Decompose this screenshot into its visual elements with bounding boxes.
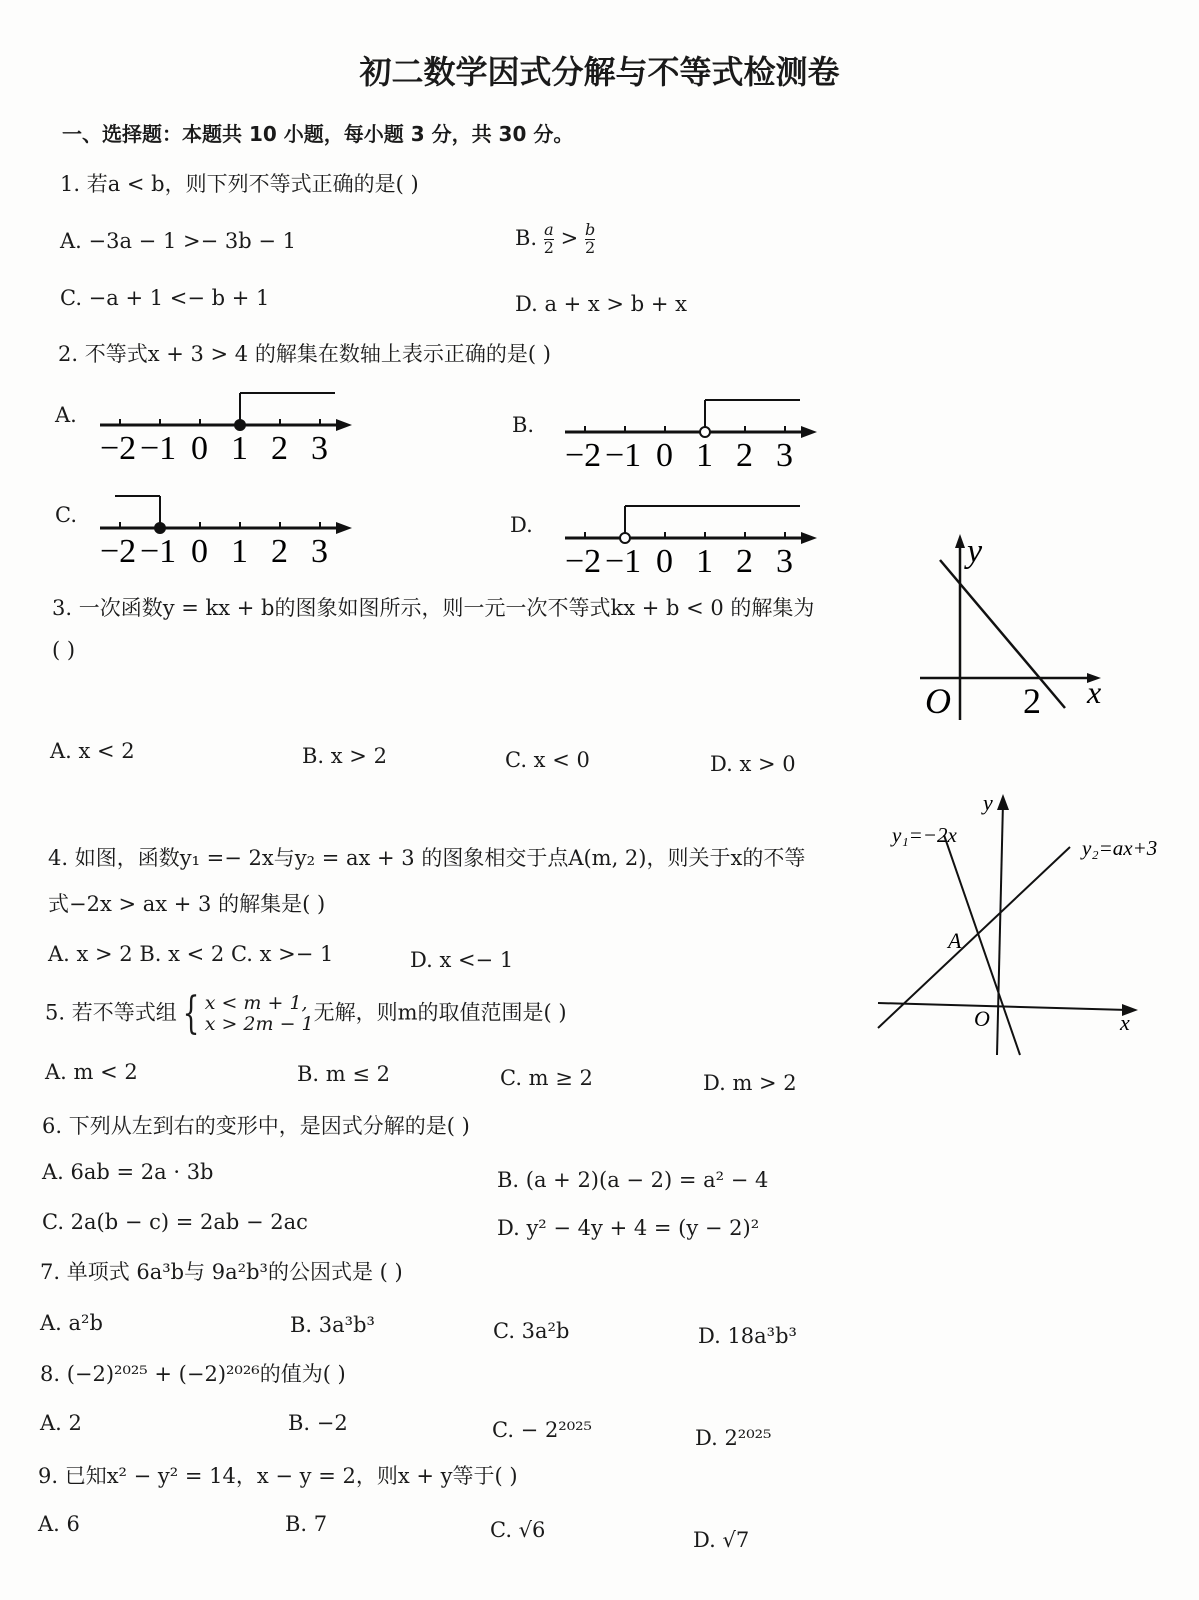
q9-option-b: B. 7: [285, 1512, 328, 1536]
closed-point: [235, 420, 245, 430]
tick-label: 1: [231, 533, 248, 570]
q9-option-d: D. √7: [693, 1528, 750, 1552]
q6-option-b: B. (a + 2)(a − 2) = a² − 4: [497, 1168, 769, 1192]
q6-stem: 6. 下列从左到右的变形中，是因式分解的是( ): [42, 1114, 470, 1138]
x-label: x: [1120, 1010, 1130, 1035]
tick-label: 0: [656, 543, 673, 580]
q2-number-line: [565, 498, 835, 578]
q1-option-d: D. a + x > b + x: [515, 292, 687, 316]
y-arrow-icon: [997, 794, 1009, 810]
q3-option-a: A. x < 2: [50, 739, 135, 763]
line-y2: [878, 847, 1070, 1028]
arrow-icon: [801, 426, 817, 438]
q7-option-d: D. 18a³b³: [698, 1324, 797, 1348]
closed-point: [155, 523, 165, 533]
tick-label: 3: [776, 437, 793, 474]
arrow-icon: [801, 532, 817, 544]
q4-graph: [870, 790, 1180, 1060]
q3-option-d: D. x > 0: [710, 752, 796, 776]
q8-option-a: A. 2: [40, 1411, 82, 1435]
q1-option-b: [515, 222, 595, 257]
q6-option-c: C. 2a(b − c) = 2ab − 2ac: [42, 1210, 308, 1234]
q5-option-b: B. m ≤ 2: [297, 1062, 391, 1086]
q9-option-c: C. √6: [490, 1518, 546, 1542]
inequality-2: x > 2m − 1: [204, 1013, 314, 1035]
option-label: B.: [515, 225, 538, 250]
q1-option-a: A. −3a − 1 >− 3b − 1: [60, 229, 296, 253]
open-point: [620, 533, 630, 543]
fraction: [544, 222, 554, 257]
tick-label: 3: [311, 430, 328, 467]
y-arrow-icon: [955, 534, 965, 548]
q2-option-label: C.: [55, 503, 77, 527]
q1-stem: 1. 若a < b，则下列不等式正确的是( ): [60, 172, 419, 196]
q7-option-a: A. a²b: [40, 1311, 103, 1335]
inequality-system: [177, 988, 314, 1039]
y-label: y: [983, 790, 993, 815]
arrow-icon: [336, 522, 352, 534]
q5-suffix: 无解，则m的取值范围是( ): [313, 1000, 567, 1025]
q8-option-b: B. −2: [288, 1411, 348, 1435]
q9-stem: 9. 已知x² − y² = 14，x − y = 2，则x + y等于( ): [38, 1464, 518, 1488]
y-label: y: [967, 533, 983, 570]
tick-label: 2: [736, 543, 753, 580]
q5-stem: [45, 988, 567, 1039]
tick-label: 0: [656, 437, 673, 474]
q2-option-label: B.: [512, 413, 535, 437]
tick-label: 0: [191, 533, 208, 570]
numerator: b: [584, 220, 596, 239]
q2-option-label: D.: [510, 513, 533, 537]
tick-label: −1: [140, 430, 177, 467]
operator: >: [560, 225, 579, 250]
tick-label: −2: [565, 437, 602, 474]
q2-stem: 2. 不等式x + 3 > 4 的解集在数轴上表示正确的是( ): [58, 342, 551, 366]
origin-label: O: [925, 681, 951, 721]
q2-option-label: A.: [55, 403, 77, 427]
tick-label: −2: [100, 533, 137, 570]
origin-label: O: [974, 1006, 990, 1031]
tick-label: 2: [736, 437, 753, 474]
section-header: 一、选择题：本题共 10 小题，每小题 3 分，共 30 分。: [62, 122, 574, 146]
tick-label: 2: [271, 430, 288, 467]
q7-option-b: B. 3a³b³: [290, 1313, 375, 1337]
q5-option-a: A. m < 2: [45, 1060, 138, 1084]
q6-option-d: D. y² − 4y + 4 = (y − 2)²: [497, 1216, 760, 1240]
fraction: [585, 222, 595, 257]
q9-option-a: A. 6: [38, 1512, 80, 1536]
brace-icon: {: [182, 988, 200, 1039]
x-label: x: [1087, 674, 1102, 710]
q3-graph: [915, 530, 1115, 725]
page-title: 初二数学因式分解与不等式检测卷: [359, 53, 840, 91]
numerator: a: [544, 220, 554, 239]
y2-label: y₂=ax+3: [1082, 836, 1158, 860]
open-point: [700, 427, 710, 437]
q2-number-line: [100, 385, 370, 465]
system-lines: [205, 993, 314, 1035]
q7-option-c: C. 3a²b: [493, 1319, 570, 1343]
q2-number-line: [565, 392, 835, 472]
q5-option-d: D. m > 2: [703, 1071, 797, 1095]
tick-label: −2: [565, 543, 602, 580]
tick-label: 2: [271, 533, 288, 570]
tick-label: −1: [605, 437, 642, 474]
q4-options-abc: A. x > 2 B. x < 2 C. x >− 1: [48, 942, 334, 966]
q5-prefix: 5. 若不等式组: [45, 1000, 177, 1025]
q8-option-d: D. 2²⁰²⁵: [695, 1426, 772, 1450]
q3-option-b: B. x > 2: [302, 744, 387, 768]
tick-label: 0: [191, 430, 208, 467]
x-intercept-label: 2: [1023, 681, 1041, 721]
tick-label: 1: [231, 430, 248, 467]
denominator: 2: [585, 237, 596, 257]
denominator: 2: [543, 237, 554, 257]
tick-label: 1: [696, 437, 713, 474]
q1-option-c: C. −a + 1 <− b + 1: [60, 286, 270, 310]
tick-label: 3: [776, 543, 793, 580]
q3-paren: ( ): [52, 638, 76, 662]
y-axis: [997, 802, 1003, 1055]
q6-option-a: A. 6ab = 2a · 3b: [42, 1160, 214, 1184]
q5-option-c: C. m ≥ 2: [500, 1066, 593, 1090]
tick-label: −2: [100, 430, 137, 467]
tick-label: 1: [696, 543, 713, 580]
q2-number-line: [100, 488, 370, 568]
point-a-label: A: [948, 928, 962, 953]
q3-stem: 3. 一次函数y = kx + b的图象如图所示，则一元一次不等式kx + b < 0 的解集为: [52, 596, 815, 620]
y1-label: y₁=−2x: [892, 823, 957, 847]
q8-option-c: C. − 2²⁰²⁵: [492, 1418, 592, 1442]
q4-stem-line2: 式−2x > ax + 3 的解集是( ): [48, 892, 326, 916]
tick-label: −1: [605, 543, 642, 580]
tick-label: −1: [140, 533, 177, 570]
q4-stem-line1: 4. 如图，函数y₁ =− 2x与y₂ = ax + 3 的图象相交于点A(m, 2)，则关于x的不等: [48, 846, 806, 870]
q3-option-c: C. x < 0: [505, 748, 590, 772]
q7-stem: 7. 单项式 6a³b与 9a²b³的公因式是 ( ): [40, 1260, 403, 1284]
arrow-icon: [336, 419, 352, 431]
q4-option-d: D. x <− 1: [410, 948, 514, 972]
tick-label: 3: [311, 533, 328, 570]
q8-stem: 8. (−2)²⁰²⁵ + (−2)²⁰²⁶的值为( ): [40, 1362, 346, 1386]
inequality-1: x < m + 1,: [204, 992, 308, 1015]
